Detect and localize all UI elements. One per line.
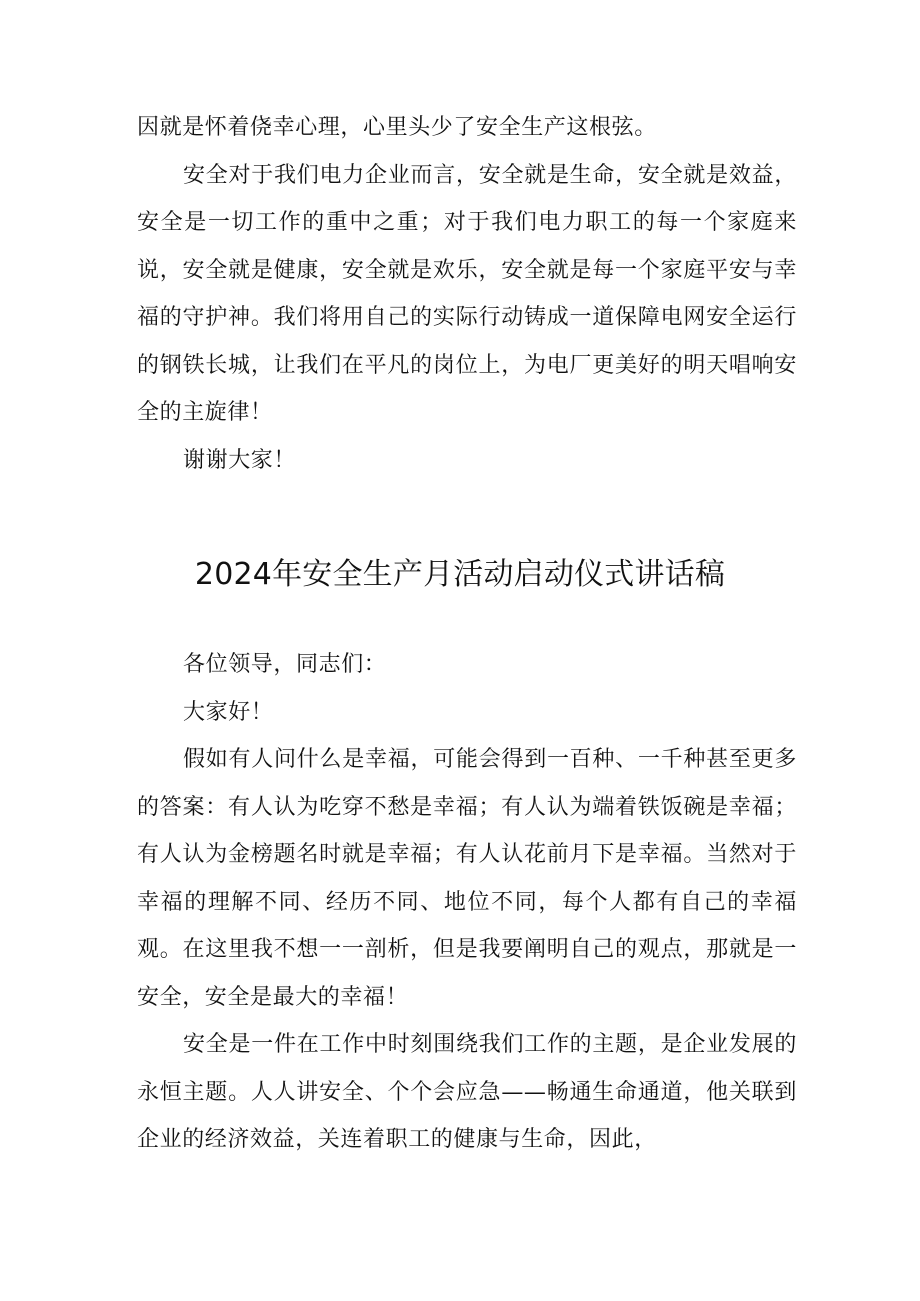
speech-title: 2024年安全生产月活动启动仪式讲话稿 (194, 557, 726, 592)
previous-speech-ending (137, 104, 797, 484)
paragraph: 因就是怀着侥幸心理，心里头少了安全生产这根弦。 (137, 115, 657, 140)
speech-body (137, 641, 797, 1164)
paragraph: 安全对于我们电力企业而言，安全就是生命，安全就是效益，安全是一切工作的重中之重；对于我们电力职工的每一个家庭来说，安全就是健康，安全就是欢乐，安全就是每一个家庭平安与幸福的守护神。我们将用自己的实际行动铸成一道保障电网安全运行的钢铁长城，让我们在平凡的岗位上，为电厂更美好的明天唱响安全的主旋律！ (137, 162, 797, 425)
paragraph: 假如有人问什么是幸福，可能会得到一百种、一千种甚至更多的答案：有人认为吃穿不愁是幸福；有人认为端着铁饭碗是幸福；有人认为金榜题名时就是幸福；有人认花前月下是幸福。当然对于幸福的理解不同、经历不同、地位不同，每个人都有自己的幸福观。在这里我不想一一剖析，但是我要阐明自己的观点，那就是一安全，安全是最大的幸福！ (137, 747, 797, 1010)
greeting: 大家好！ (183, 699, 274, 725)
paragraph: 安全是一件在工作中时刻围绕我们工作的主题，是企业发展的永恒主题。人人讲安全、个个会应急——畅通生命通道，他关联到企业的经济效益，关连着职工的健康与生命，因此， (137, 1032, 797, 1152)
closing-thanks: 谢谢大家！ (183, 447, 297, 473)
salutation: 各位领导，同志们： (183, 652, 387, 677)
